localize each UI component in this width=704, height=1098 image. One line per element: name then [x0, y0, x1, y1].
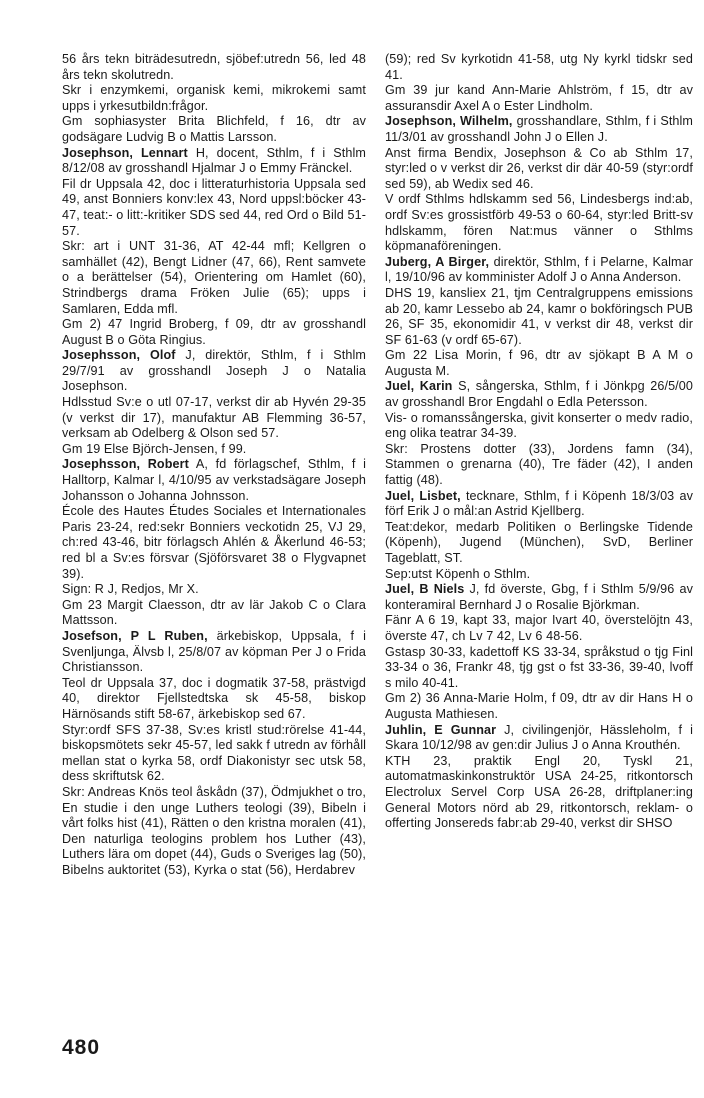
paragraph — [62, 52, 366, 83]
entry-text: Vis- o romanssångerska, givit konserter o medv radio, eng olika teatrar 34-39. — [385, 410, 693, 441]
entry-text: Gm 22 Lisa Morin, f 96, dtr av sjökapt B A M o Augusta M. — [385, 348, 693, 378]
entry-text: 56 års tekn biträdesutredn, sjöbef:utredn 56, led 48 års tekn skolutredn. — [62, 52, 366, 82]
paragraph — [385, 411, 693, 442]
entry-text: Gm sophiasyster Brita Blichfeld, f 16, dtr av godsägare Ludvig B o Mattis Larsson. — [62, 114, 366, 144]
entry-text: Skr: art i UNT 31-36, AT 42-44 mfl; Kellgren o samhället (42), Bengt Lidner (47, 66), Rent samvete o a berättelser (54), Orientering om Hamlet (60), Strindbergs drama Fröken Julie (65); upps i Samlaren, Edda mfl. — [62, 239, 366, 316]
paragraph — [385, 442, 693, 489]
entry-text: Gm 39 jur kand Ann-Marie Ahlström, f 15, dtr av assuransdir Axel A o Ester Lindholm. — [385, 83, 693, 113]
biography-entry — [385, 255, 693, 286]
entry-text: Sign: R J, Redjos, Mr X. — [62, 582, 199, 597]
biography-entry — [62, 457, 366, 504]
paragraph — [385, 691, 693, 722]
entry-text: V ordf Sthlms hdlskamm sed 56, Lindesbergs ind:ab, ordf Sv:es grossistförb 49-53 o 60-64, styr:led Britt-sv hdlskamm, fören Nat:mus vänner o Sthlms köpmanaföreningen. — [385, 192, 693, 254]
entry-text: Gm 2) 36 Anna-Marie Holm, f 09, dtr av dir Hans H o Augusta Mathiesen. — [385, 691, 693, 721]
entry-text: DHS 19, kansliex 21, tjm Centralgruppens emissions ab 20, kamr Lessebo ab 24, kamr o bokföringsch PUB 26, SF 35, ekonomidir 41, v verkst dir 48, verkst dir SF 61-63 (v ordf 65-67). — [385, 285, 693, 347]
entry-text: Anst firma Bendix, Josephson & Co ab Sthlm 17, styr:led o v verkst dir 26, verkst dir där 40-59 (styr:ordf sed 59), ab Wedix sed 46. — [385, 145, 693, 191]
left-column — [62, 52, 366, 878]
entry-text: Hdlsstud Sv:e o utl 07-17, verkst dir ab Hyvén 29-35 (v verkst dir 17), manufaktur AB Flemming 36-57, verksam ab Odelberg & Olson sed 57. — [62, 395, 366, 441]
entry-text: Skr: Prostens dotter (33), Jordens famn (34), Stammen o grenarna (40), Tre fäder (42), I anden fattig (48). — [385, 441, 693, 488]
paragraph — [62, 785, 366, 879]
entry-name: Josephsson, Robert — [62, 457, 189, 472]
entry-name: Josephson, Wilhelm, — [385, 114, 513, 129]
paragraph — [62, 582, 366, 598]
biography-entry — [385, 582, 693, 613]
entry-text: Gm 19 Else Björch-Jensen, f 99. — [62, 441, 247, 456]
entry-name: Juel, Karin — [385, 379, 453, 394]
paragraph — [385, 754, 693, 832]
biography-entry — [62, 629, 366, 676]
entry-text: Skr: Andreas Knös teol åskådn (37), Ödmjukhet o tro, En studie i den unge Luthers teologi (39), Bibeln i vårt folks hist (41), Rätten o den kristna moralen (41), Den naturliga teologins problem hos Luther (43), Luthers lära om dopet (44), Guds o Sveriges lag (50), Bibelns auktoritet (53), Kyrka o stat (56), Herdabrev — [62, 784, 366, 877]
entry-text: Teol dr Uppsala 37, doc i dogmatik 37-58, prästvigd 40, direktor Fjellstedtska sk 45-58, biskop Härnösands stift 58-67, ärkebiskop sed 67. — [62, 675, 366, 721]
entry-text: S, sångerska, Sthlm, f i Jönkpg 26/5/00 av grosshandl Bror Engdahl o Edla Petersson. — [385, 379, 693, 410]
paragraph — [385, 613, 693, 644]
right-column — [385, 52, 693, 832]
paragraph — [62, 442, 366, 458]
entry-text: grosshandlare, Sthlm, f i Sthlm 11/3/01 av grosshandl John J o Ellen J. — [385, 114, 694, 144]
paragraph — [62, 676, 366, 723]
biography-entry — [62, 348, 366, 395]
entry-text: Styr:ordf SFS 37-38, Sv:es kristl stud:rörelse 41-44, biskopsmötets sekr 45-57, led sakk f utredn av förhåll mellan stat o kyrka 58, ordf Diakonistyr sec utsk 58, dess skriftutsk 62. — [62, 722, 366, 784]
entry-text: École des Hautes Études Sociales et Internationales Paris 23-24, red:sekr Bonniers veckotidn 25, VJ 29, ch:red 43-46, bitr förlagsch Ahlén & Åkerlund 46-53; red bl a Sv:es försvar (Sjöförsvaret 38 o Flygvapnet 39). — [62, 504, 366, 581]
biography-entry — [385, 379, 693, 410]
entry-text: J, fd överste, Gbg, f i Sthlm 5/9/96 av konteramiral Bernhard J o Rosalie Björkman. — [385, 582, 693, 612]
entry-name: Josephson, Lennart — [62, 145, 188, 160]
entry-name: Josefson, P L Ruben, — [62, 628, 208, 643]
paragraph — [385, 567, 693, 583]
entry-name: Josephsson, Olof — [62, 348, 176, 363]
entry-text: Gm 23 Margit Claesson, dtr av lär Jakob C o Clara Mattsson. — [62, 597, 366, 628]
entry-text: Gstasp 30-33, kadettoff KS 33-34, språkstud o tjg Finl 33-34 o 36, Frankr 48, tjg gst o fst 33-36, 39-40, lvoff s milo 40-41. — [385, 644, 693, 690]
biography-entry — [385, 723, 693, 754]
page-number: 480 — [62, 1036, 101, 1059]
paragraph — [62, 395, 366, 442]
biography-entry — [385, 489, 693, 520]
entry-text: Sep:utst Köpenh o Sthlm. — [385, 566, 531, 581]
paragraph — [385, 83, 693, 114]
paragraph — [62, 83, 366, 114]
paragraph — [62, 504, 366, 582]
paragraph — [62, 317, 366, 348]
paragraph — [62, 239, 366, 317]
paragraph — [385, 645, 693, 692]
biography-entry — [62, 146, 366, 177]
paragraph — [62, 723, 366, 785]
entry-text: Fil dr Uppsala 42, doc i litteraturhistoria Uppsala sed 49, anst Bonniers konv:lex 43, Nord uppsl:böcker 43-47, teat:- o litt:-kritiker SDS sed 44, red Ord o Bild 51-57. — [62, 176, 366, 238]
paragraph — [385, 286, 693, 348]
entry-text: Fänr A 6 19, kapt 33, major Ivart 40, överstelöjtn 43, överste 47, ch Lv 7 42, Lv 6 48-56. — [385, 613, 693, 643]
biography-entry — [385, 114, 693, 145]
paragraph — [62, 598, 366, 629]
entry-name: Juel, Lisbet, — [385, 488, 461, 503]
entry-name: Juhlin, E Gunnar — [385, 722, 497, 737]
paragraph — [62, 114, 366, 145]
entry-text: KTH 23, praktik Engl 20, Tyskl 21, automatmaskinkonstruktör USA 24-25, ritkontorsch Electrolux Servel Corp USA 26-28, driftplaner:ing General Motors nörd ab 29, ritkontorsch, reklam- o offerting Jonsereds fabr:ab 29-40, verkst dir SHSO — [385, 753, 693, 831]
entry-text: J, civilingenjör, Hässleholm, f i Skara 10/12/98 av gen:dir Julius J o Anna Krouthén. — [385, 722, 693, 753]
paragraph — [385, 348, 693, 379]
paragraph — [385, 520, 693, 567]
entry-text: Gm 2) 47 Ingrid Broberg, f 09, dtr av grosshandl August B o Göta Ringius. — [62, 317, 366, 347]
entry-text: A, fd förlagschef, Sthlm, f i Halltorp, Kalmar l, 4/10/95 av verkstadsägare Joseph Johansson o Johanna Johnsson. — [62, 457, 366, 503]
entry-text: Teat:dekor, medarb Politiken o Berlingske Tidende (Köpenh), Jugend (München), SvD, Berliner Tageblatt, ST. — [385, 519, 693, 565]
entry-name: Juberg, A Birger, — [385, 254, 490, 269]
paragraph — [385, 52, 693, 83]
paragraph — [385, 192, 693, 254]
entry-text: direktör, Sthlm, f i Pelarne, Kalmar l, 19/10/96 av komminister Adolf J o Anna Anderson. — [385, 254, 693, 285]
entry-text: ärkebiskop, Uppsala, f i Svenljunga, Älvsb l, 25/8/07 av köpman Per J o Frida Christiansson. — [62, 628, 366, 675]
paragraph — [385, 146, 693, 193]
entry-text: H, docent, Sthlm, f i Sthlm 8/12/08 av grosshandl Hjalmar J o Emmy Fränckel. — [62, 145, 366, 176]
paragraph — [62, 177, 366, 239]
entry-text: (59); red Sv kyrkotidn 41-58, utg Ny kyrkl tidskr sed 41. — [385, 52, 693, 82]
entry-text: Skr i enzymkemi, organisk kemi, mikrokemi samt upps i yrkesutbildn:frågor. — [62, 83, 366, 113]
entry-name: Juel, B Niels — [385, 582, 465, 597]
entry-text: J, direktör, Sthlm, f i Sthlm 29/7/91 av grosshandl Joseph J o Natalia Josephson. — [62, 348, 366, 394]
entry-text: tecknare, Sthlm, f i Köpenh 18/3/03 av förf Erik J o mål:an Astrid Kjellberg. — [385, 488, 694, 519]
